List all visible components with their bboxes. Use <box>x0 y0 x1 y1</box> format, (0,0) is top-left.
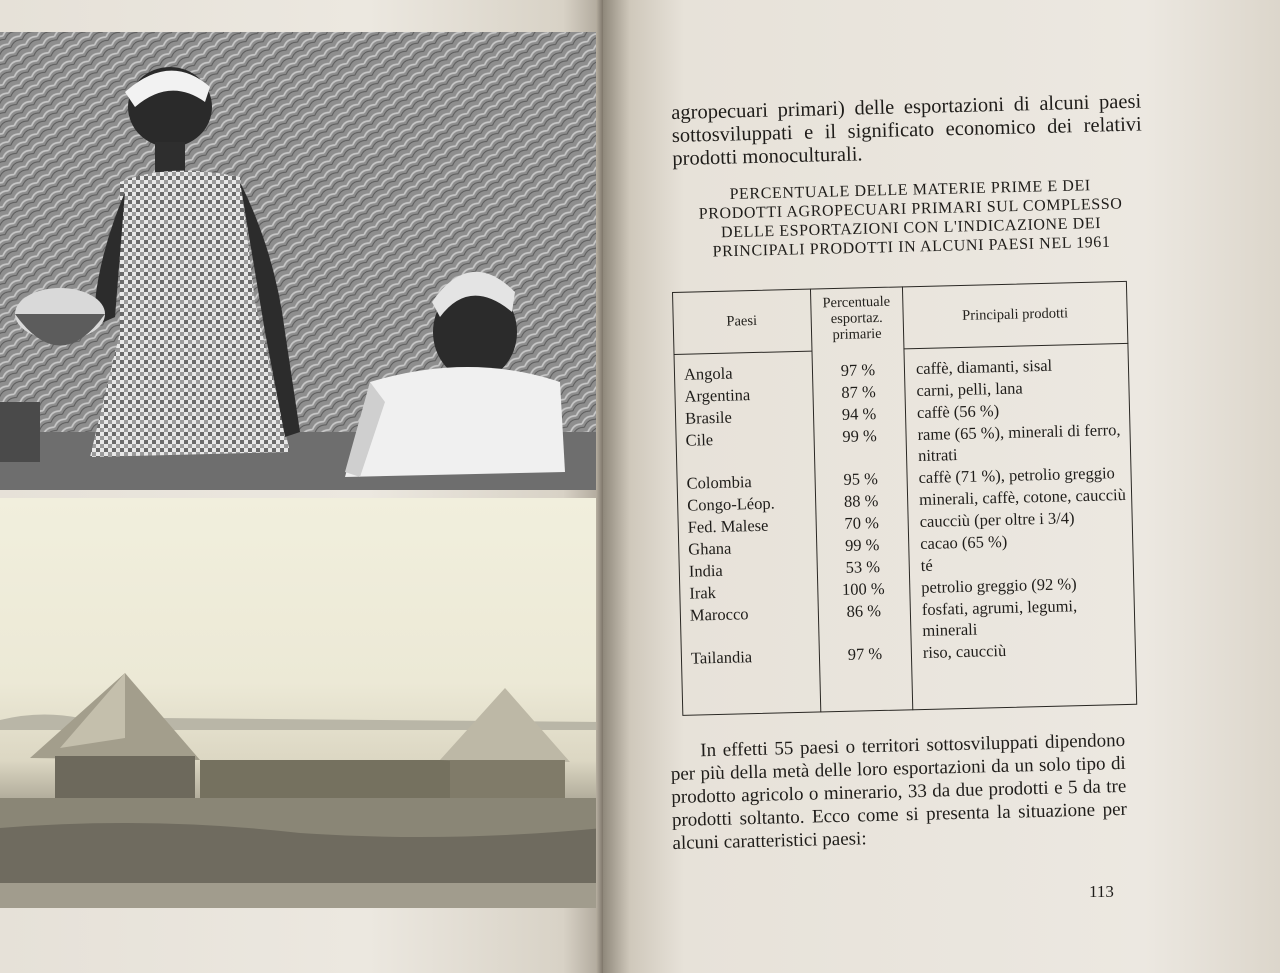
page-number: 113 <box>1089 882 1114 901</box>
products-cell: carni, pelli, lana <box>916 378 1023 401</box>
header-prodotti: Principali prodotti <box>962 305 1069 324</box>
country-cell: Brasile <box>684 407 733 428</box>
products-cell: cacao (65 %) <box>919 531 1008 554</box>
header-paesi: Paesi <box>726 312 758 330</box>
percentage-cell: 87 % <box>841 382 876 402</box>
photo-women-in-front-of-straw-hut <box>0 32 603 490</box>
products-cell: fosfati, agrumi, legumi, minerali <box>921 596 1078 640</box>
percentage-cell: 53 % <box>845 557 881 577</box>
huts-landscape-illustration <box>0 498 603 908</box>
left-page <box>0 0 612 973</box>
country-cell: Irak <box>689 583 717 603</box>
country-cell: Cile <box>685 430 714 450</box>
products-cell: té <box>920 555 933 576</box>
products-cell: minerali, caffè, cotone, caucciù <box>918 484 1127 510</box>
country-cell: Colombia <box>686 472 752 493</box>
percentage-cell: 100 % <box>841 578 885 599</box>
straw-hut-photo-illustration <box>0 32 603 490</box>
country-cell: Argentina <box>684 385 751 406</box>
country-cell: Angola <box>683 363 733 384</box>
header-percentuale: Percentuale esportaz. primarie <box>822 293 891 344</box>
products-cell: riso, caucciù <box>922 640 1007 662</box>
percentage-cell: 99 % <box>844 535 880 555</box>
percentage-cell: 99 % <box>842 426 877 446</box>
products-cell: petrolio greggio (92 %) <box>921 574 1077 597</box>
products-cell: caucciù (per oltre i 3/4) <box>919 508 1075 532</box>
products-cell: caffè (56 %) <box>916 401 1000 423</box>
table-body <box>674 353 1136 670</box>
country-cell: Congo-Léop. <box>686 493 775 515</box>
exports-table <box>672 281 1137 716</box>
products-cell: rame (65 %), minerali di ferro, nitrati <box>917 420 1121 466</box>
percentage-cell: 94 % <box>841 404 877 424</box>
body-paragraph <box>670 729 1128 855</box>
percentage-cell: 97 % <box>847 643 883 664</box>
country-cell: India <box>688 560 723 581</box>
products-cell: caffè, diamanti, sisal <box>915 355 1053 379</box>
country-cell: Marocco <box>689 604 749 625</box>
products-cell: caffè (71 %), petrolio greggio <box>918 463 1116 488</box>
percentage-cell: 86 % <box>846 600 882 621</box>
body-text: In effetti 55 paesi o territori sottosviluppati dipendono per più della metà delle loro esportazioni da un solo tipo di prodotto agricolo o minerario, 33 da due prodotti e 5 da tre prodotti soltanto. Ecco come si presenta la situazione per alcuni caratteristici paesi: <box>670 729 1128 854</box>
percentage-cell: 97 % <box>840 360 876 380</box>
country-cell: Ghana <box>688 538 732 559</box>
percentage-cell: 70 % <box>844 513 880 533</box>
country-cell: Tailandia <box>690 647 753 668</box>
percentage-cell: 88 % <box>843 491 879 511</box>
photo-thatched-huts-landscape <box>0 498 603 908</box>
percentage-cell: 95 % <box>843 469 879 489</box>
table-title: PERCENTUALE DELLE MATERIE PRIME E DEI PRODOTTI AGROPECUARI PRIMARI SUL COMPLESSO DELLE ESPORTAZIONI CON L'INDICAZIONE DEI PRINCIPALI PRODOTTI IN ALCUNI PAESI NEL 1961 <box>698 177 1123 261</box>
intro-paragraph: agropecuari primari) delle esportazioni di alcuni paesi sottosviluppati e il significato economico dei relativi prodotti monoculturali. <box>671 90 1142 170</box>
country-cell: Fed. Malese <box>687 515 769 537</box>
